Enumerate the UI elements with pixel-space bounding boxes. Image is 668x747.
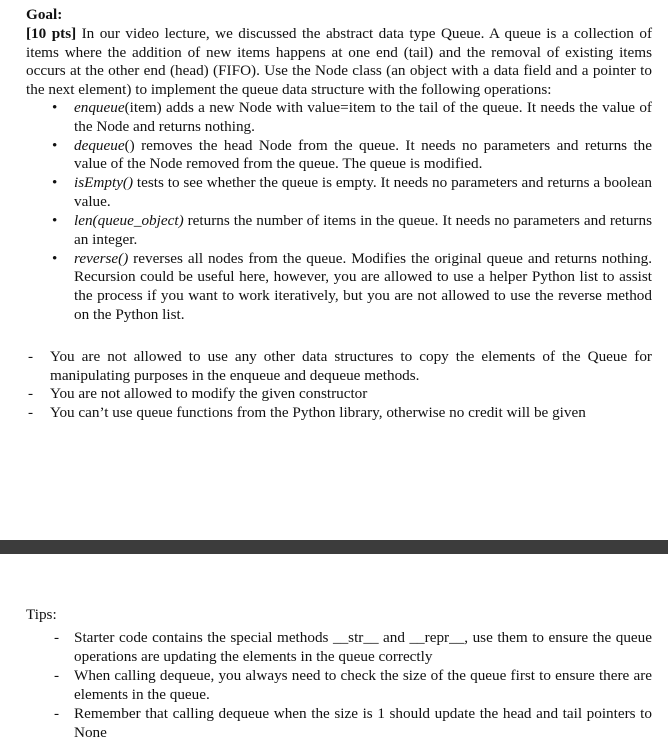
- section-divider: [0, 540, 668, 554]
- bullet-icon: •: [52, 136, 58, 154]
- op-desc: reverses all nodes from the queue. Modifies the original queue and returns nothing. Recursion could be useful here, however, you are allowed to use a helper Python list to assist the process if you want to work iteratively, but you are not allowed to use the reverse method on the Python list.: [74, 249, 652, 323]
- operations-list: [52, 99, 652, 325]
- list-item: [52, 705, 652, 742]
- list-item: [52, 212, 652, 249]
- op-desc: tests to see whether the queue is empty. It needs no parameters and returns a boolean value.: [74, 174, 652, 210]
- goal-heading: Goal:: [26, 6, 63, 23]
- intro-paragraph: [26, 25, 652, 99]
- tips-heading: Tips:: [26, 606, 57, 623]
- op-name: isEmpty(): [74, 174, 134, 192]
- tip-text: When calling dequeue, you always need to check the size of the queue first to ensure there are elements in the queue.: [74, 667, 652, 703]
- bullet-icon: •: [52, 99, 58, 116]
- bullet-icon: •: [52, 249, 58, 267]
- dash-icon: -: [54, 667, 60, 685]
- list-item: [52, 99, 652, 136]
- list-item: [52, 174, 652, 211]
- list-item: [26, 385, 652, 404]
- op-desc: () removes the head Node from the queue. It needs no parameters and returns the value of the Node removed from the queue. The queue is modified.: [74, 136, 652, 173]
- op-desc: returns the number of items in the queue. It needs no parameters and returns an integer.: [74, 212, 652, 248]
- list-item: [52, 250, 652, 324]
- op-name: dequeue: [74, 136, 125, 154]
- op-name: enqueue: [74, 99, 125, 116]
- dash-icon: -: [54, 705, 60, 723]
- intro-text: In our video lecture, we discussed the abstract data type Queue. A queue is a collection of items where the addition of new items happens at one end (tail) and the removal of existing items occurs at the other end (head) (FIFO). Use the Node class (an object with a data field and a pointer to the next element) to implement the queue data structure with the following operations:: [26, 25, 652, 98]
- tips-list: [52, 629, 652, 744]
- rules-list: [26, 348, 652, 422]
- dash-icon: -: [54, 629, 60, 646]
- dash-icon: -: [28, 403, 34, 421]
- list-item: [52, 629, 652, 666]
- rule-text: You are not allowed to use any other data structures to copy the elements of the Queue for manipulating purposes in the enqueue and dequeue methods.: [50, 348, 652, 384]
- bullet-icon: •: [52, 174, 58, 192]
- list-item: [26, 348, 652, 385]
- points-label: [10 pts]: [26, 25, 77, 42]
- list-item: [52, 667, 652, 704]
- op-desc: (item) adds a new Node with value=item to the tail of the queue. It needs the value of the Node and returns nothing.: [74, 99, 652, 135]
- list-item: [26, 404, 652, 423]
- list-item: [52, 137, 652, 174]
- bullet-icon: •: [52, 212, 58, 230]
- dash-icon: -: [28, 348, 34, 365]
- op-name: len(queue_object): [74, 212, 184, 230]
- rule-text: You are not allowed to modify the given constructor: [50, 385, 368, 403]
- dash-icon: -: [28, 385, 34, 403]
- rule-text: You can’t use queue functions from the Python library, otherwise no credit will be given: [50, 403, 586, 421]
- tip-text: Starter code contains the special methods __str__ and __repr__, use them to ensure the queue operations are updating the elements in the queue correctly: [74, 629, 652, 665]
- tip-text: Remember that calling dequeue when the size is 1 should update the head and tail pointers to None: [74, 705, 652, 741]
- op-name: reverse(): [74, 249, 129, 267]
